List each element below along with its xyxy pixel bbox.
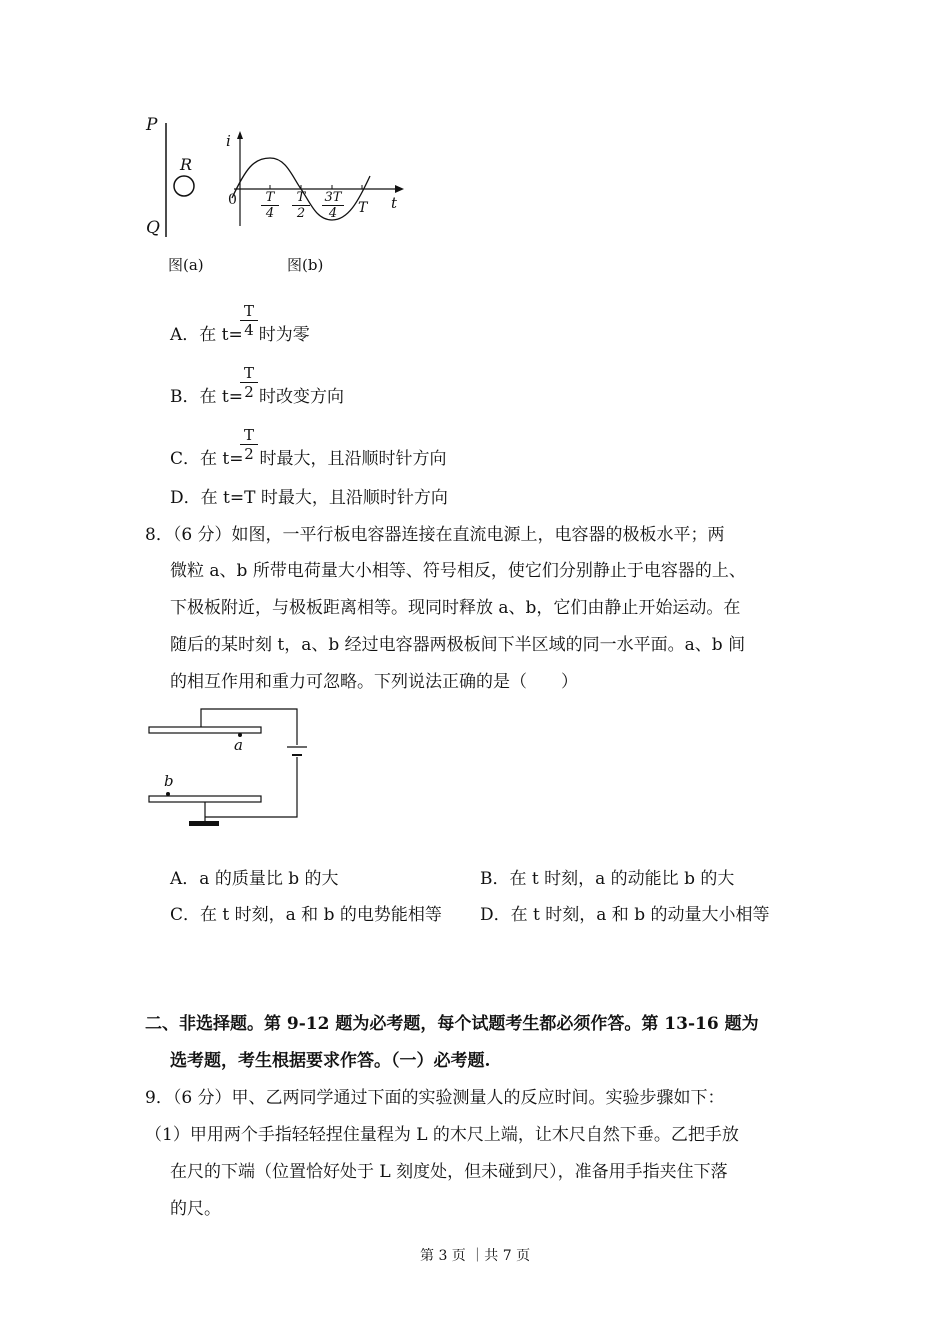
q7-option-b-fraction: $\frac{T}{2}$ <box>240 364 258 401</box>
q9-step1-line-1: （1）甲用两个手指轻轻捏住量程为 L 的木尺上端，让木尺自然下垂。乙把手放 <box>145 1125 739 1145</box>
section2-heading-line-2: 选考题，考生根据要求作答。（一）必考题. <box>170 1051 491 1071</box>
q9-step1-line-3: 的尺。 <box>170 1199 221 1219</box>
q8-line-3: 下极板附近，与极板距离相等。现同时释放 a、b，它们由静止开始运动。在 <box>170 598 741 618</box>
particle-a-label: a <box>234 736 243 754</box>
q9-line-1: 9．（6 分）甲、乙两同学通过下面的实验测量人的反应时间。实验步骤如下： <box>145 1088 725 1108</box>
figure-b <box>222 128 412 228</box>
label-p: P <box>146 115 158 135</box>
page-footer: 第 3 页 ｜共 7 页 <box>420 1248 531 1264</box>
q7-option-a: A．在 t= 时为零 <box>170 325 310 345</box>
q8-line-1: 8．（6 分）如图，一平行板电容器连接在直流电源上，电容器的极板水平；两 <box>145 525 725 545</box>
tick-T: T <box>358 200 368 216</box>
figure-a <box>140 115 230 245</box>
tick-t4: $\frac{T}{4}$ <box>261 190 279 221</box>
q8-line-4: 随后的某时刻 t，a、b 经过电容器两极板间下半区域的同一水平面。a、b 间 <box>170 635 746 655</box>
figure-a-caption: 图(a) <box>168 256 204 274</box>
q7-option-c: C．在 t= 时最大，且沿顺时针方向 <box>170 449 447 469</box>
axis-t-label: t <box>391 194 398 212</box>
figure-b-caption: 图(b) <box>287 256 324 274</box>
q8-line-2: 微粒 a、b 所带电荷量大小相等、符号相反，使它们分别静止于电容器的上、 <box>170 561 746 581</box>
q8-option-a: A．a 的质量比 b 的大 <box>170 869 339 889</box>
particle-b-label: b <box>164 772 174 790</box>
q8-option-b: B．在 t 时刻，a 的动能比 b 的大 <box>480 869 735 889</box>
capacitor-figure <box>145 705 315 830</box>
q8-option-c: C．在 t 时刻，a 和 b 的电势能相等 <box>170 905 442 925</box>
q8-option-d: D．在 t 时刻，a 和 b 的动量大小相等 <box>480 905 770 925</box>
sine-graph <box>222 128 412 228</box>
axis-i-label: i <box>226 132 231 150</box>
q8-line-5: 的相互作用和重力可忽略。下列说法正确的是（ ） <box>170 672 578 692</box>
tick-t2: $\frac{T}{2}$ <box>292 190 310 221</box>
tick-3t4: $\frac{3T}{4}$ <box>322 190 344 221</box>
section2-heading-line-1: 二、非选择题。第 9-12 题为必考题，每个试题考生都必须作答。第 13-16 题为 <box>145 1014 759 1034</box>
label-r: R <box>180 155 193 174</box>
q7-option-d: D．在 t=T 时最大，且沿顺时针方向 <box>170 488 448 508</box>
capacitor-circuit <box>145 705 315 830</box>
q7-option-c-fraction: $\frac{T}{2}$ <box>240 426 258 463</box>
origin-label: 0 <box>228 192 237 208</box>
q9-step1-line-2: 在尺的下端（位置恰好处于 L 刻度处，但未碰到尺），准备用手指夹住下落 <box>170 1162 728 1182</box>
q7-option-a-fraction: $\frac{T}{4}$ <box>240 302 258 339</box>
label-q: Q <box>146 218 160 238</box>
wire-and-ring <box>140 115 230 245</box>
q7-option-b: B．在 t= 时改变方向 <box>170 387 344 407</box>
